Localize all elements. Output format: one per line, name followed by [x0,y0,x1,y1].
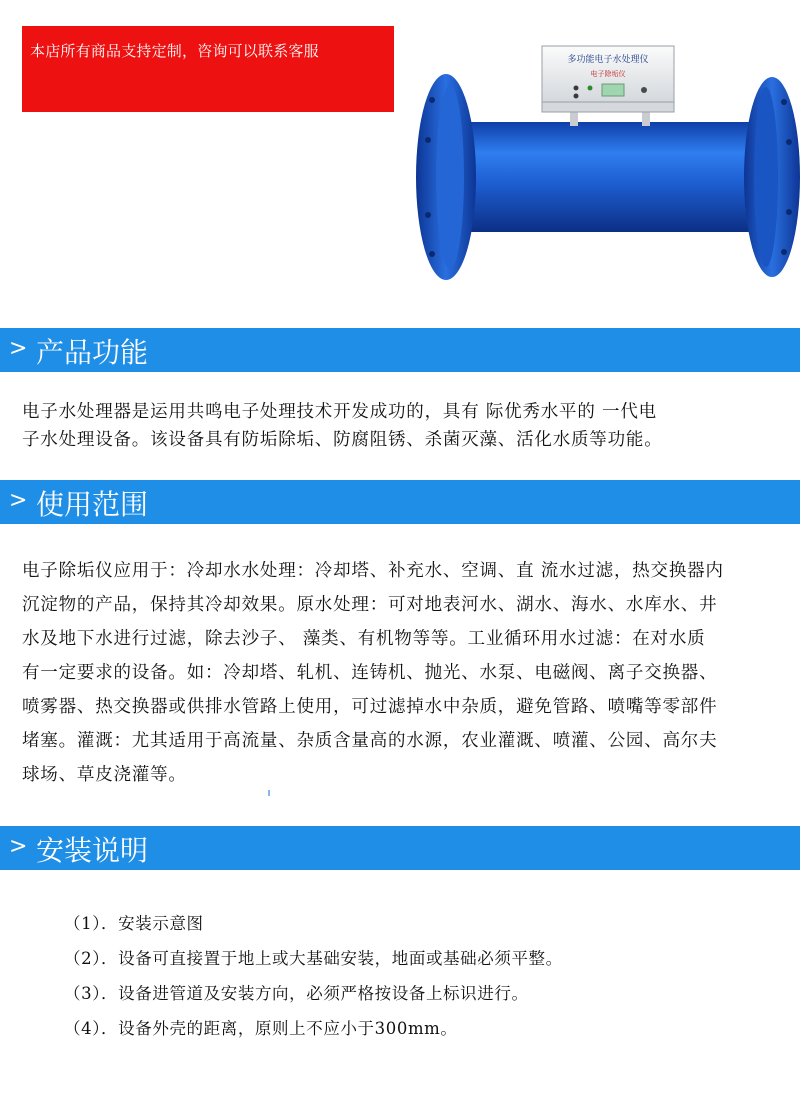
function-description [22,398,663,454]
left-flange [416,74,476,280]
list-item: （4）．设备外壳的距离，原则上不应小于300mm。 [64,1019,458,1038]
divider-dot [268,790,270,796]
text-line: 喷雾器、热交换器或供排水管路上使用，可过滤掉水中杂质，避免管路、喷嘴等零部件 [22,697,718,717]
promo-banner-text: 本店所有商品支持定制，咨询可以联系客服 [30,42,319,60]
svg-text:多功能电子水处理仪: 多功能电子水处理仪 [567,55,649,65]
section-title: 使用范围 [36,488,149,521]
text-line: 球场、草皮浇灌等。 [22,765,187,785]
chevron-right-icon: > [9,834,28,859]
list-item: （1）．安装示意图 [64,914,204,933]
section-header-install [0,826,800,870]
text-line: 电子水处理器是运用共鸣电子处理技术开发成功的，具有 际优秀水平的 一代电 [22,402,657,422]
section-header-function [0,328,800,372]
text-line: 堵塞。灌溉：尤其适用于高流量、杂质含量高的水源，农业灌溉、喷灌、公园、高尔夫 [22,731,718,751]
product-image [410,40,800,290]
usage-description [22,554,724,792]
section-header-usage [0,480,800,524]
list-item: （3）．设备进管道及安装方向，必须严格按设备上标识进行。 [64,984,529,1003]
text-line: 子水处理设备。该设备具有防垢除垢、防腐阻锈、杀菌灭藻、活化水质等功能。 [22,430,663,450]
install-list [64,910,563,1050]
list-item: （2）．设备可直接置于地上或大基础安装，地面或基础必须平整。 [64,949,563,968]
section-title: 安装说明 [36,834,149,867]
text-line: 水及地下水进行过滤，除去沙子、 藻类、有机物等等。工业循环用水过滤：在对水质 [22,629,706,649]
text-line: 沉淀物的产品，保持其冷却效果。原水处理：可对地表河水、湖水、海水、水库水、井 [22,595,718,615]
control-box [542,46,674,112]
section-title: 产品功能 [36,336,149,369]
pipe-body [450,122,770,232]
text-line: 电子除垢仪应用于：冷却水水处理：冷却塔、补充水、空调、直 流水过滤，热交换器内 [22,561,724,581]
svg-text:电子除垢仪: 电子除垢仪 [590,70,626,78]
chevron-right-icon: > [9,488,28,513]
chevron-right-icon: > [9,336,28,361]
text-line: 有一定要求的设备。如：冷却塔、轧机、连铸机、抛光、水泵、电磁阀、离子交换器、 [22,663,718,683]
promo-banner [22,26,394,112]
right-flange [744,77,800,277]
